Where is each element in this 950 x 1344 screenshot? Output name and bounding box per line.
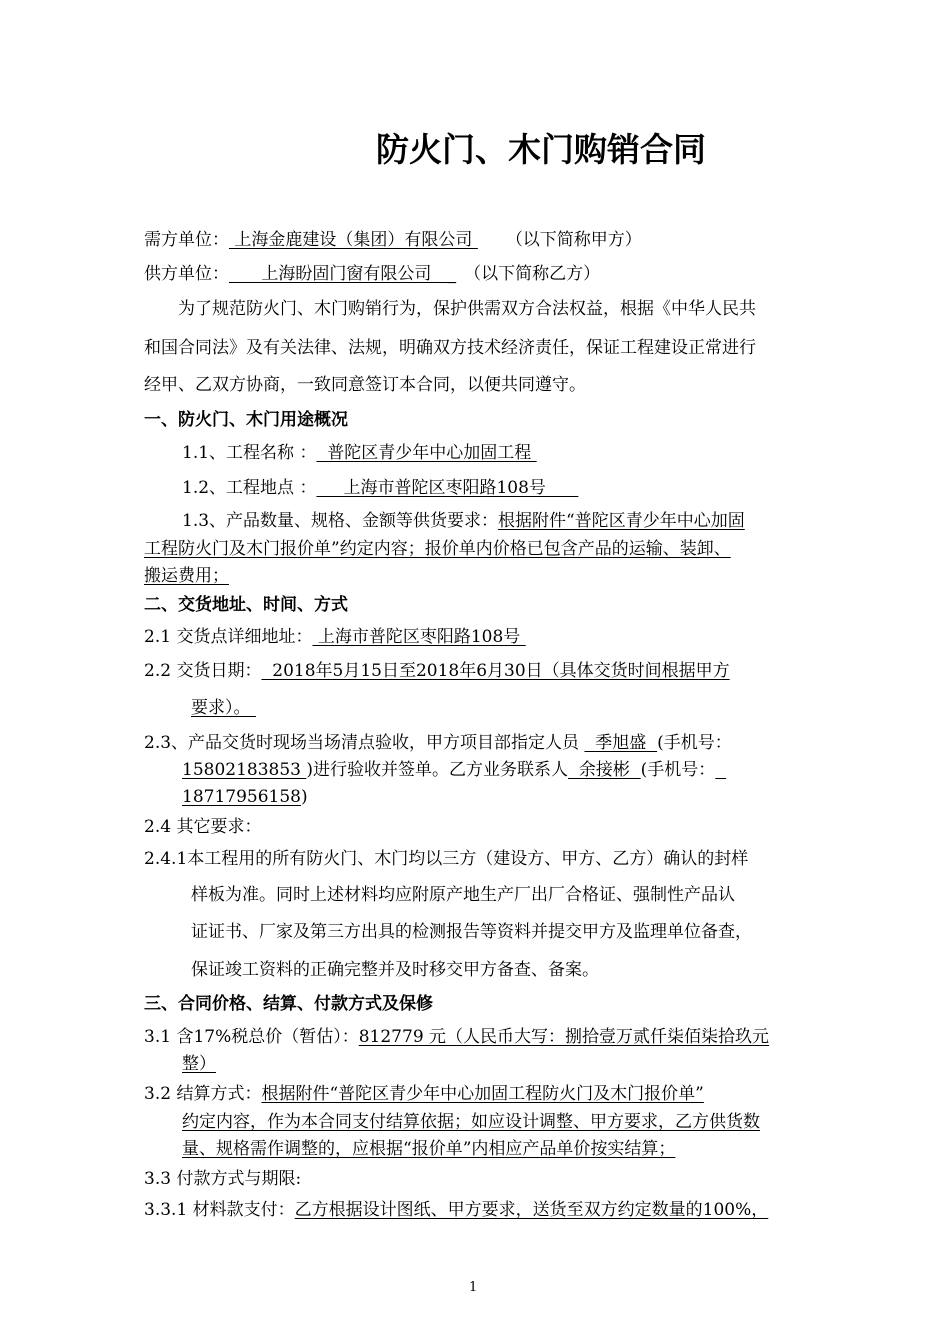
intro-line-2: 和国合同法》及有关法律、法规，明确双方技术经济责任，保证工程建设正常进行 xyxy=(144,338,756,358)
item-3-3-1 xyxy=(144,1199,768,1221)
item-3-3-1-label: 3.3.1 材料款支付： xyxy=(144,1200,295,1220)
seller-contact-phone: 18717956158 xyxy=(182,787,301,807)
settlement-line-3: 量、规格需作调整的，应根据“报价单”内相应产品单价按实结算； xyxy=(182,1139,676,1159)
buyer-label: 需方单位： xyxy=(144,230,229,250)
page-number: 1 xyxy=(469,1280,478,1295)
seller-note: （以下简称乙方） xyxy=(464,264,601,284)
buyer-line xyxy=(144,229,642,251)
item-2-1 xyxy=(144,626,526,648)
project-name: 普陀区青少年中心加固工程 xyxy=(316,443,537,463)
material-payment: 乙方根据设计图纸、甲方要求，送货至双方约定数量的100%， xyxy=(294,1200,769,1220)
item-1-3-line-2: 工程防火门及木门报价单”约定内容；报价单内价格已包含产品的运输、装卸、 xyxy=(144,539,731,559)
item-2-3-line-3 xyxy=(182,786,308,808)
item-2-3-text-c: )进行验收并签单。乙方业务联系人 xyxy=(306,760,569,780)
delivery-date-line-1: 2018年5月15日至2018年6月30日（具体交货时间根据甲方 xyxy=(261,661,730,681)
total-price-line-1: 812779 元（人民币大写：捌拾壹万贰仟柒佰柒拾玖元 xyxy=(358,1027,770,1047)
section-heading-1: 一、防火门、木门用途概况 xyxy=(144,410,348,430)
seller-line xyxy=(144,263,600,285)
item-2-3-line-2 xyxy=(182,759,726,781)
item-1-2 xyxy=(182,477,578,499)
settlement-line-1: 根据附件“普陀区青少年中心加固工程防火门及木门报价单” xyxy=(261,1084,704,1104)
intro-line-3: 经甲、乙双方协商，一致同意签订本合同，以便共同遵守。 xyxy=(144,375,586,395)
total-price-line-2: 整） xyxy=(182,1054,216,1074)
delivery-address: 上海市普陀区枣阳路108号 xyxy=(312,627,526,647)
item-3-1 xyxy=(144,1026,769,1048)
item-2-4-1-line-1: 2.4.1本工程用的所有防火门、木门均以三方（建设方、甲方、乙方）确认的封样 xyxy=(144,849,749,869)
item-2-4-1-line-2: 样板为准。同时上述材料均应附原产地生产厂出厂合格证、强制性产品认 xyxy=(191,885,735,905)
item-3-2-label: 3.2 结算方式： xyxy=(144,1084,262,1104)
section-heading-2: 二、交货地址、时间、方式 xyxy=(144,595,348,615)
section-heading-3: 三、合同价格、结算、付款方式及保修 xyxy=(144,994,433,1014)
item-2-3-blank xyxy=(715,760,726,780)
seller-label: 供方单位： xyxy=(144,264,229,284)
settlement-line-2: 约定内容，作为本合同支付结算依据；如应设计调整、甲方要求，乙方供货数 xyxy=(182,1112,760,1132)
buyer-inspector-phone: 15802183853 xyxy=(182,760,307,780)
buyer-name: 上海金鹿建设（集团）有限公司 xyxy=(229,230,478,250)
item-1-3-line-1: 根据附件“普陀区青少年中心加固 xyxy=(498,511,745,531)
item-2-4-1-line-3: 证证书、厂家及第三方出具的检测报告等资料并提交甲方及监理单位备查， xyxy=(191,922,752,942)
buyer-inspector: 季旭盛 xyxy=(584,733,658,753)
item-2-3-text-d: (手机号： xyxy=(640,760,716,780)
item-2-4-1-line-4: 保证竣工资料的正确完整并及时移交甲方备查、备案。 xyxy=(191,960,599,980)
page-title: 防火门、木门购销合同 xyxy=(376,130,706,169)
item-2-1-label: 2.1 交货点详细地址： xyxy=(144,627,313,647)
item-1-3 xyxy=(182,510,745,532)
item-3-2 xyxy=(144,1083,704,1105)
item-2-3-text-b: (手机号： xyxy=(657,733,732,753)
item-1-3-label: 1.3、产品数量、规格、金额等供货要求： xyxy=(182,511,499,531)
item-2-2 xyxy=(144,660,730,682)
delivery-date-line-2: 要求）。 xyxy=(191,698,256,718)
item-2-2-label: 2.2 交货日期： xyxy=(144,661,262,681)
item-2-3-text-e: ) xyxy=(300,787,308,807)
item-1-1-label: 1.1、工程名称 ： xyxy=(182,443,317,463)
buyer-note: （以下简称甲方） xyxy=(505,230,642,250)
item-3-3: 3.3 付款方式与期限: xyxy=(144,1169,302,1189)
item-1-3-line-3: 搬运费用； xyxy=(144,566,229,586)
item-2-3-line-1 xyxy=(144,732,732,754)
seller-name: 上海盼固门窗有限公司 _ xyxy=(229,264,457,284)
project-location: 上海市普陀区枣阳路108号 xyxy=(316,478,579,498)
seller-contact: 余接彬 xyxy=(568,760,641,780)
item-2-4: 2.4 其它要求： xyxy=(144,817,262,837)
item-1-2-label: 1.2、工程地点 ： xyxy=(182,478,317,498)
item-2-3-text-a: 2.3、产品交货时现场当场清点验收，甲方项目部指定人员 xyxy=(144,733,585,753)
item-3-1-label: 3.1 含17%税总价（暂估）： xyxy=(144,1027,359,1047)
intro-line-1: 为了规范防火门、木门购销行为，保护供需双方合法权益，根据《中华人民共 xyxy=(178,299,756,319)
item-1-1 xyxy=(182,442,537,464)
